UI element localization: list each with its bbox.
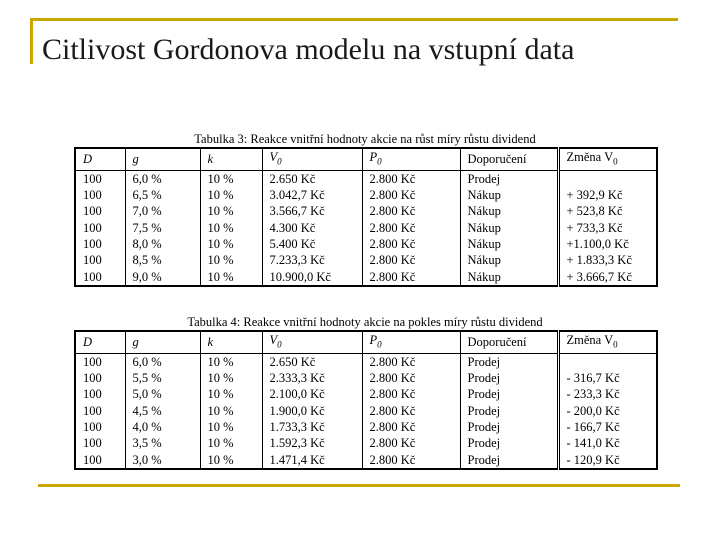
header-p0 [362,331,460,353]
cell-g: 3,0 % [125,452,200,469]
cell-p0: 2.800 Kč [362,403,460,419]
cell-change-v0: + 392,9 Kč [558,187,657,203]
cell-k: 10 % [200,419,262,435]
cell-g: 7,5 % [125,220,200,236]
cell-k: 10 % [200,220,262,236]
header-v0-sub: 0 [277,156,282,167]
cell-g: 4,0 % [125,419,200,435]
cell-v0: 4.300 Kč [262,220,362,236]
cell-v0: 1.592,3 Kč [262,435,362,451]
cell-p0: 2.800 Kč [362,236,460,252]
cell-change-v0: + 523,8 Kč [558,203,657,219]
header-d: D [75,331,125,353]
cell-k: 10 % [200,353,262,370]
cell-k: 10 % [200,269,262,286]
table-3-block [74,131,656,287]
header-p0-sub: 0 [377,339,382,350]
cell-g: 5,0 % [125,386,200,402]
table-4-caption: Tabulka 4: Reakce vnitřní hodnoty akcie na pokles míry růstu dividend [187,315,543,329]
cell-change-v0 [558,170,657,187]
cell-p0: 2.800 Kč [362,386,460,402]
cell-change-v0: + 3.666,7 Kč [558,269,657,286]
cell-change-v0: - 120,9 Kč [558,452,657,469]
cell-d: 100 [75,203,125,219]
cell-recommendation: Prodej [460,452,558,469]
cell-p0: 2.800 Kč [362,203,460,219]
cell-g: 7,0 % [125,203,200,219]
table-row [75,452,657,469]
table-row [75,170,657,187]
cell-g: 8,0 % [125,236,200,252]
header-change-label: Změna V [566,150,614,164]
table-row [75,220,657,236]
table-3-caption: Tabulka 3: Reakce vnitřní hodnoty akcie na růst míry růstu dividend [194,132,536,146]
table-row [75,236,657,252]
table-row [75,386,657,402]
cell-p0: 2.800 Kč [362,220,460,236]
table-row [75,252,657,268]
cell-v0: 5.400 Kč [262,236,362,252]
cell-d: 100 [75,403,125,419]
cell-change-v0: + 733,3 Kč [558,220,657,236]
header-p0-letter: P [369,150,378,164]
cell-p0: 2.800 Kč [362,269,460,286]
table-row [75,269,657,286]
cell-g: 9,0 % [125,269,200,286]
header-p0 [362,148,460,170]
cell-g: 4,5 % [125,403,200,419]
cell-d: 100 [75,419,125,435]
cell-change-v0: + 1.833,3 Kč [558,252,657,268]
header-change-v0 [558,331,657,353]
cell-p0: 2.800 Kč [362,353,460,370]
header-v0 [262,148,362,170]
cell-k: 10 % [200,403,262,419]
header-change-v0 [558,148,657,170]
cell-recommendation: Nákup [460,252,558,268]
header-p0-letter: P [369,333,378,347]
cell-v0: 10.900,0 Kč [262,269,362,286]
left-accent-line [30,18,33,64]
cell-v0: 2.333,3 Kč [262,370,362,386]
header-v0-letter: V [269,150,278,164]
bottom-accent-line [38,484,680,487]
cell-recommendation: Prodej [460,170,558,187]
cell-recommendation: Prodej [460,386,558,402]
header-v0-sub: 0 [277,339,282,350]
cell-g: 6,0 % [125,353,200,370]
cell-v0: 2.100,0 Kč [262,386,362,402]
top-accent-line [30,18,678,21]
cell-change-v0: - 166,7 Kč [558,419,657,435]
header-recommendation: Doporučení [460,331,558,353]
cell-v0: 1.733,3 Kč [262,419,362,435]
table-row [75,203,657,219]
cell-v0: 2.650 Kč [262,170,362,187]
header-change-label: Změna V [566,333,614,347]
cell-p0: 2.800 Kč [362,170,460,187]
header-g: g [125,331,200,353]
header-v0-letter: V [269,333,278,347]
cell-k: 10 % [200,435,262,451]
cell-change-v0: - 200,0 Kč [558,403,657,419]
header-g: g [125,148,200,170]
cell-change-v0: - 233,3 Kč [558,386,657,402]
cell-k: 10 % [200,370,262,386]
slide-title: Citlivost Gordonova modelu na vstupní data [42,33,575,66]
table-4 [74,330,658,470]
cell-change-v0 [558,353,657,370]
cell-g: 8,5 % [125,252,200,268]
cell-recommendation: Prodej [460,370,558,386]
cell-d: 100 [75,435,125,451]
header-p0-sub: 0 [377,156,382,167]
cell-k: 10 % [200,236,262,252]
header-change-sub: 0 [613,156,618,167]
cell-k: 10 % [200,386,262,402]
cell-v0: 1.471,4 Kč [262,452,362,469]
cell-recommendation: Nákup [460,269,558,286]
cell-d: 100 [75,220,125,236]
cell-d: 100 [75,170,125,187]
cell-recommendation: Prodej [460,419,558,435]
header-v0 [262,331,362,353]
cell-d: 100 [75,452,125,469]
table-4-header-row [75,331,657,353]
cell-d: 100 [75,386,125,402]
table-3-header-row [75,148,657,170]
cell-recommendation: Prodej [460,435,558,451]
cell-g: 3,5 % [125,435,200,451]
cell-recommendation: Nákup [460,203,558,219]
cell-k: 10 % [200,187,262,203]
cell-p0: 2.800 Kč [362,187,460,203]
cell-p0: 2.800 Kč [362,452,460,469]
cell-d: 100 [75,187,125,203]
cell-d: 100 [75,370,125,386]
cell-k: 10 % [200,203,262,219]
cell-change-v0: - 316,7 Kč [558,370,657,386]
header-recommendation: Doporučení [460,148,558,170]
cell-v0: 1.900,0 Kč [262,403,362,419]
table-row [75,353,657,370]
cell-v0: 3.042,7 Kč [262,187,362,203]
cell-g: 6,5 % [125,187,200,203]
header-k: k [200,148,262,170]
cell-recommendation: Nákup [460,187,558,203]
header-change-sub: 0 [613,339,618,350]
cell-recommendation: Prodej [460,353,558,370]
cell-k: 10 % [200,170,262,187]
cell-v0: 7.233,3 Kč [262,252,362,268]
cell-v0: 2.650 Kč [262,353,362,370]
cell-v0: 3.566,7 Kč [262,203,362,219]
cell-change-v0: +1.100,0 Kč [558,236,657,252]
table-row [75,435,657,451]
table-row [75,370,657,386]
cell-d: 100 [75,236,125,252]
table-row [75,419,657,435]
cell-d: 100 [75,269,125,286]
table-4-block [74,314,656,470]
cell-k: 10 % [200,252,262,268]
cell-g: 6,0 % [125,170,200,187]
header-d: D [75,148,125,170]
cell-change-v0: - 141,0 Kč [558,435,657,451]
header-k: k [200,331,262,353]
cell-recommendation: Nákup [460,236,558,252]
table-3 [74,147,658,287]
table-row [75,187,657,203]
cell-g: 5,5 % [125,370,200,386]
cell-p0: 2.800 Kč [362,419,460,435]
cell-d: 100 [75,252,125,268]
cell-recommendation: Prodej [460,403,558,419]
table-row [75,403,657,419]
cell-d: 100 [75,353,125,370]
cell-recommendation: Nákup [460,220,558,236]
cell-p0: 2.800 Kč [362,370,460,386]
cell-k: 10 % [200,452,262,469]
cell-p0: 2.800 Kč [362,252,460,268]
cell-p0: 2.800 Kč [362,435,460,451]
